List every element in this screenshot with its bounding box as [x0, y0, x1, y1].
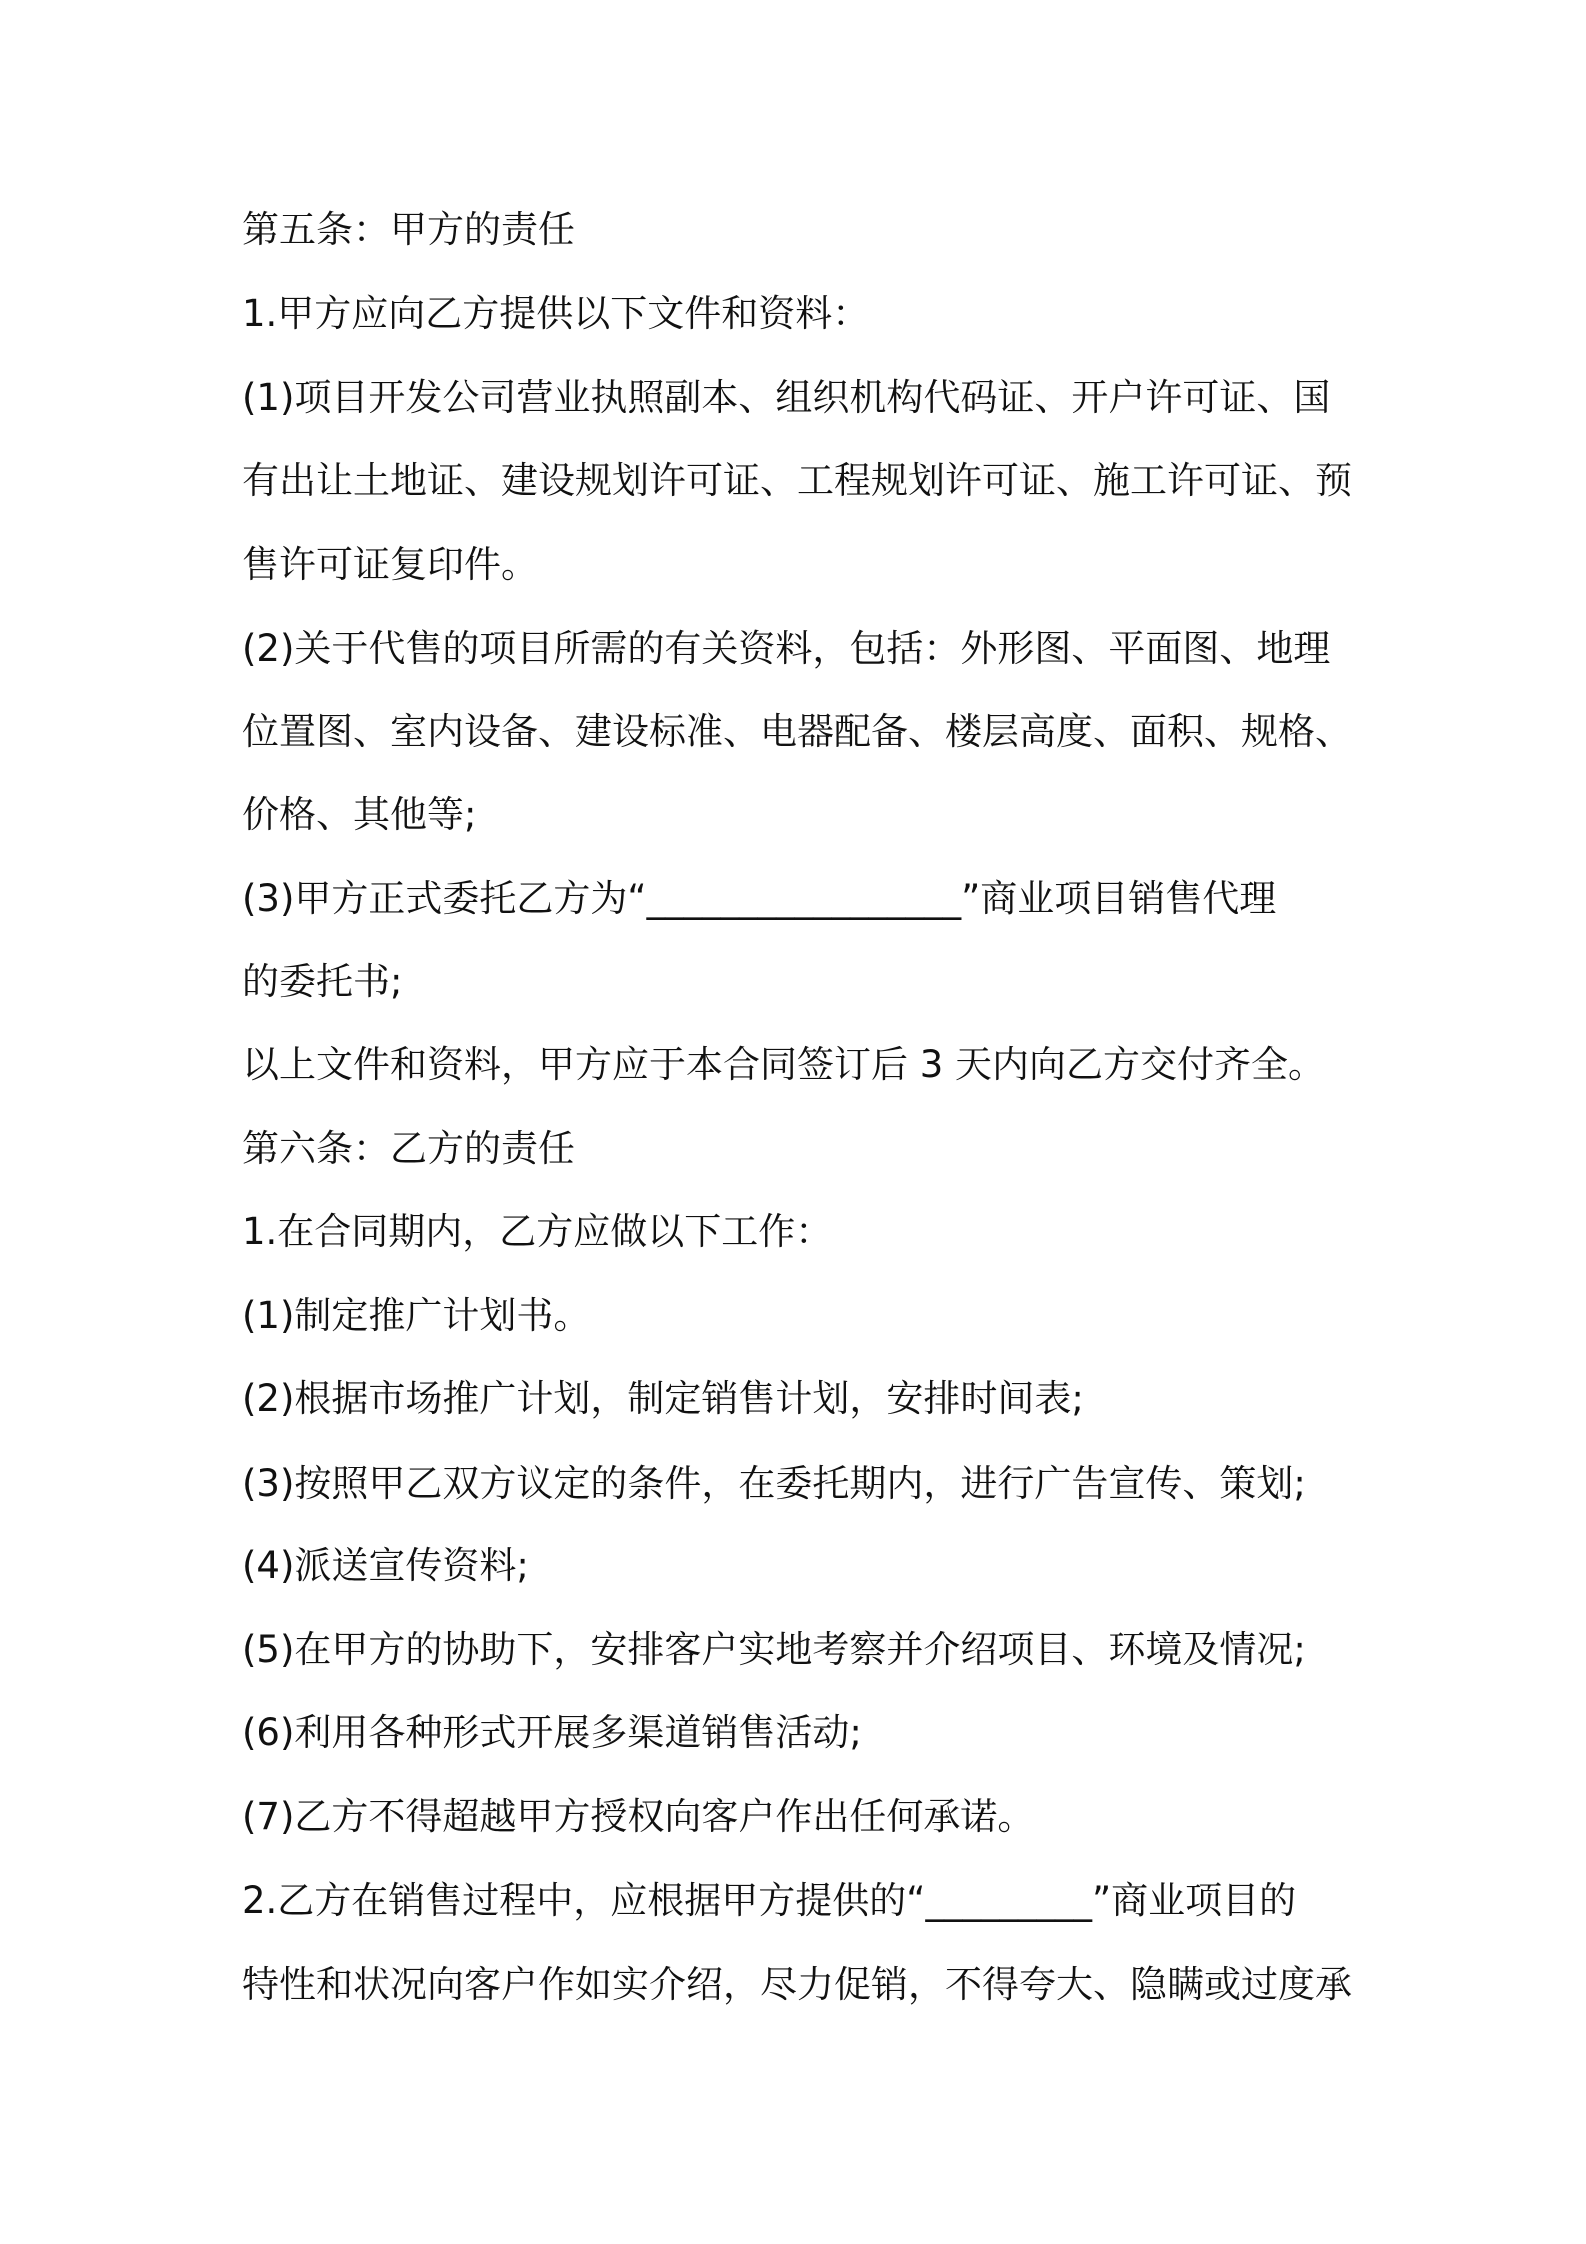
text-line: (2)关于代售的项目所需的有关资料，包括：外形图、平面图、地理 — [242, 627, 1331, 670]
section-heading-article-6: 第六条：乙方的责任 — [242, 1127, 575, 1170]
text-line: (4)派送宣传资料; — [242, 1544, 529, 1587]
text-line: (3)甲方正式委托乙方为“_________________”商业项目销售代理 — [242, 877, 1277, 920]
text-line: (2)根据市场推广计划，制定销售计划，安排时间表; — [242, 1377, 1084, 1420]
section-heading-article-5: 第五条：甲方的责任 — [242, 208, 575, 251]
text-line: (7)乙方不得超越甲方授权向客户作出任何承诺。 — [242, 1795, 1035, 1838]
text-line: (3)按照甲乙双方议定的条件，在委托期内，进行广告宣传、策划; — [242, 1462, 1306, 1505]
text-line: 的委托书; — [242, 960, 403, 1003]
text-line: 售许可证复印件。 — [242, 543, 538, 586]
text-line: 价格、其他等; — [242, 793, 477, 836]
text-line: 特性和状况向客户作如实介绍，尽力促销，不得夸大、隐瞒或过度承 — [242, 1963, 1352, 2006]
text-line: (5)在甲方的协助下，安排客户实地考察并介绍项目、环境及情况; — [242, 1628, 1306, 1671]
text-line: (6)利用各种形式开展多渠道销售活动; — [242, 1711, 862, 1754]
text-line: (1)制定推广计划书。 — [242, 1294, 591, 1337]
text-line: 2.乙方在销售过程中，应根据甲方提供的“_________”商业项目的 — [242, 1879, 1297, 1922]
text-line: 位置图、室内设备、建设标准、电器配备、楼层高度、面积、规格、 — [242, 710, 1352, 753]
text-line: 有出让土地证、建设规划许可证、工程规划许可证、施工许可证、预 — [242, 459, 1352, 502]
text-line: 1.在合同期内，乙方应做以下工作： — [242, 1210, 833, 1253]
text-line: 1.甲方应向乙方提供以下文件和资料： — [242, 292, 870, 335]
text-line: 以上文件和资料，甲方应于本合同签订后 3 天内向乙方交付齐全。 — [242, 1043, 1326, 1086]
text-line: (1)项目开发公司营业执照副本、组织机构代码证、开户许可证、国 — [242, 376, 1331, 419]
